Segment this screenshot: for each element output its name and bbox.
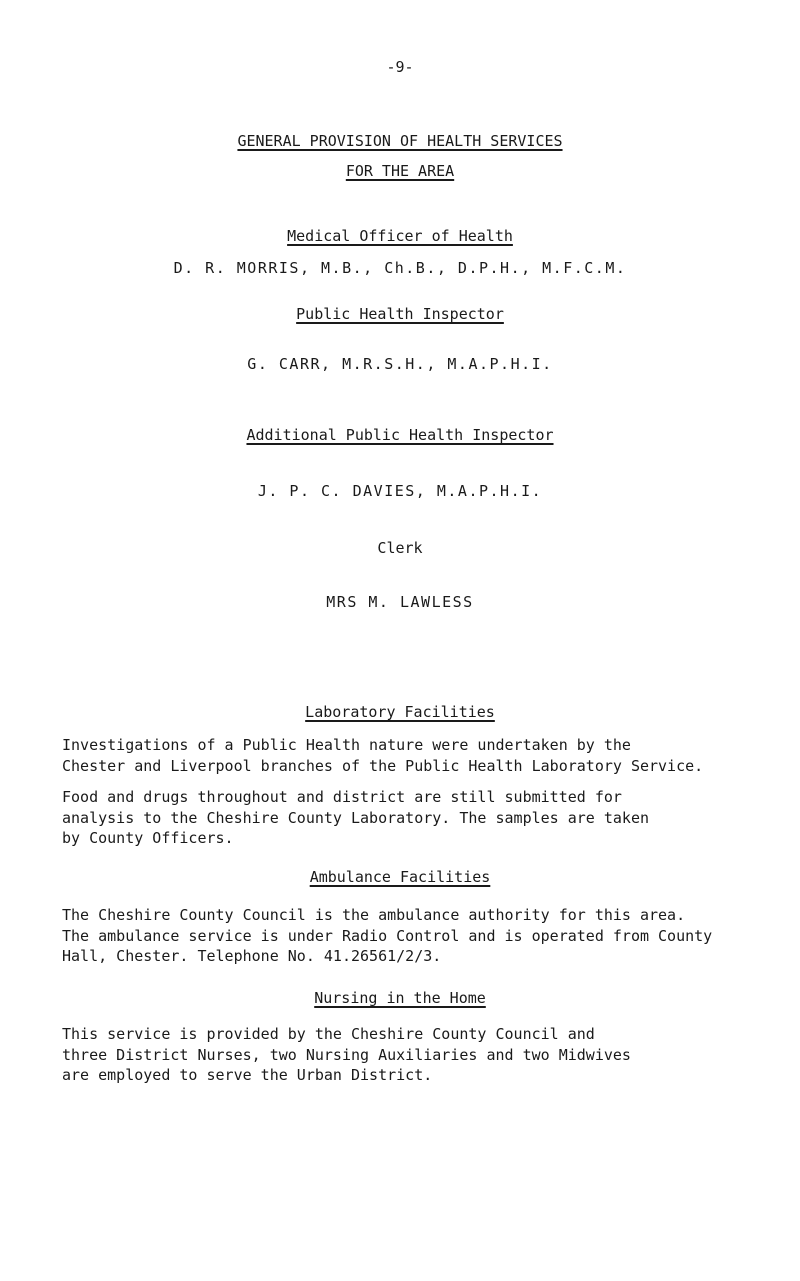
section-heading-laboratory: Laboratory Facilities	[305, 703, 495, 721]
page-number: -9-	[386, 58, 414, 76]
paragraph-laboratory-2: Food and drugs throughout and district are still submitted for analysis to the Cheshire County Laboratory. The samples are taken by County Officers.	[62, 788, 649, 847]
page-title: GENERAL PROVISION OF HEALTH SERVICES	[237, 132, 563, 150]
role-clerk: Clerk	[377, 539, 423, 557]
name-additional-inspector: J. P. C. DAVIES, M.A.P.H.I.	[257, 482, 543, 500]
section-heading-ambulance: Ambulance Facilities	[309, 868, 491, 886]
page-subtitle: FOR THE AREA	[345, 162, 455, 180]
paragraph-nursing: This service is provided by the Cheshire County Council and three District Nurses, two Nursing Auxiliaries and two Midwives are employed to serve the Urban District.	[62, 1025, 631, 1084]
name-public-health-inspector: G. CARR, M.R.S.H., M.A.P.H.I.	[247, 355, 553, 373]
paragraph-laboratory-1: Investigations of a Public Health nature were undertaken by the Chester and Liverpool branches of the Public Health Laboratory Service.	[62, 736, 704, 775]
name-clerk: MRS M. LAWLESS	[326, 593, 474, 611]
name-medical-officer: D. R. MORRIS, M.B., Ch.B., D.P.H., M.F.C.M.	[173, 259, 627, 277]
role-additional-inspector: Additional Public Health Inspector	[246, 426, 554, 444]
paragraph-ambulance: The Cheshire County Council is the ambulance authority for this area. The ambulance service is under Radio Control and is operated from County Hall, Chester. Telephone No. 41.26561/2/3.	[62, 906, 713, 965]
role-public-health-inspector: Public Health Inspector	[296, 305, 504, 323]
role-medical-officer: Medical Officer of Health	[287, 227, 513, 245]
section-heading-nursing: Nursing in the Home	[314, 989, 486, 1007]
